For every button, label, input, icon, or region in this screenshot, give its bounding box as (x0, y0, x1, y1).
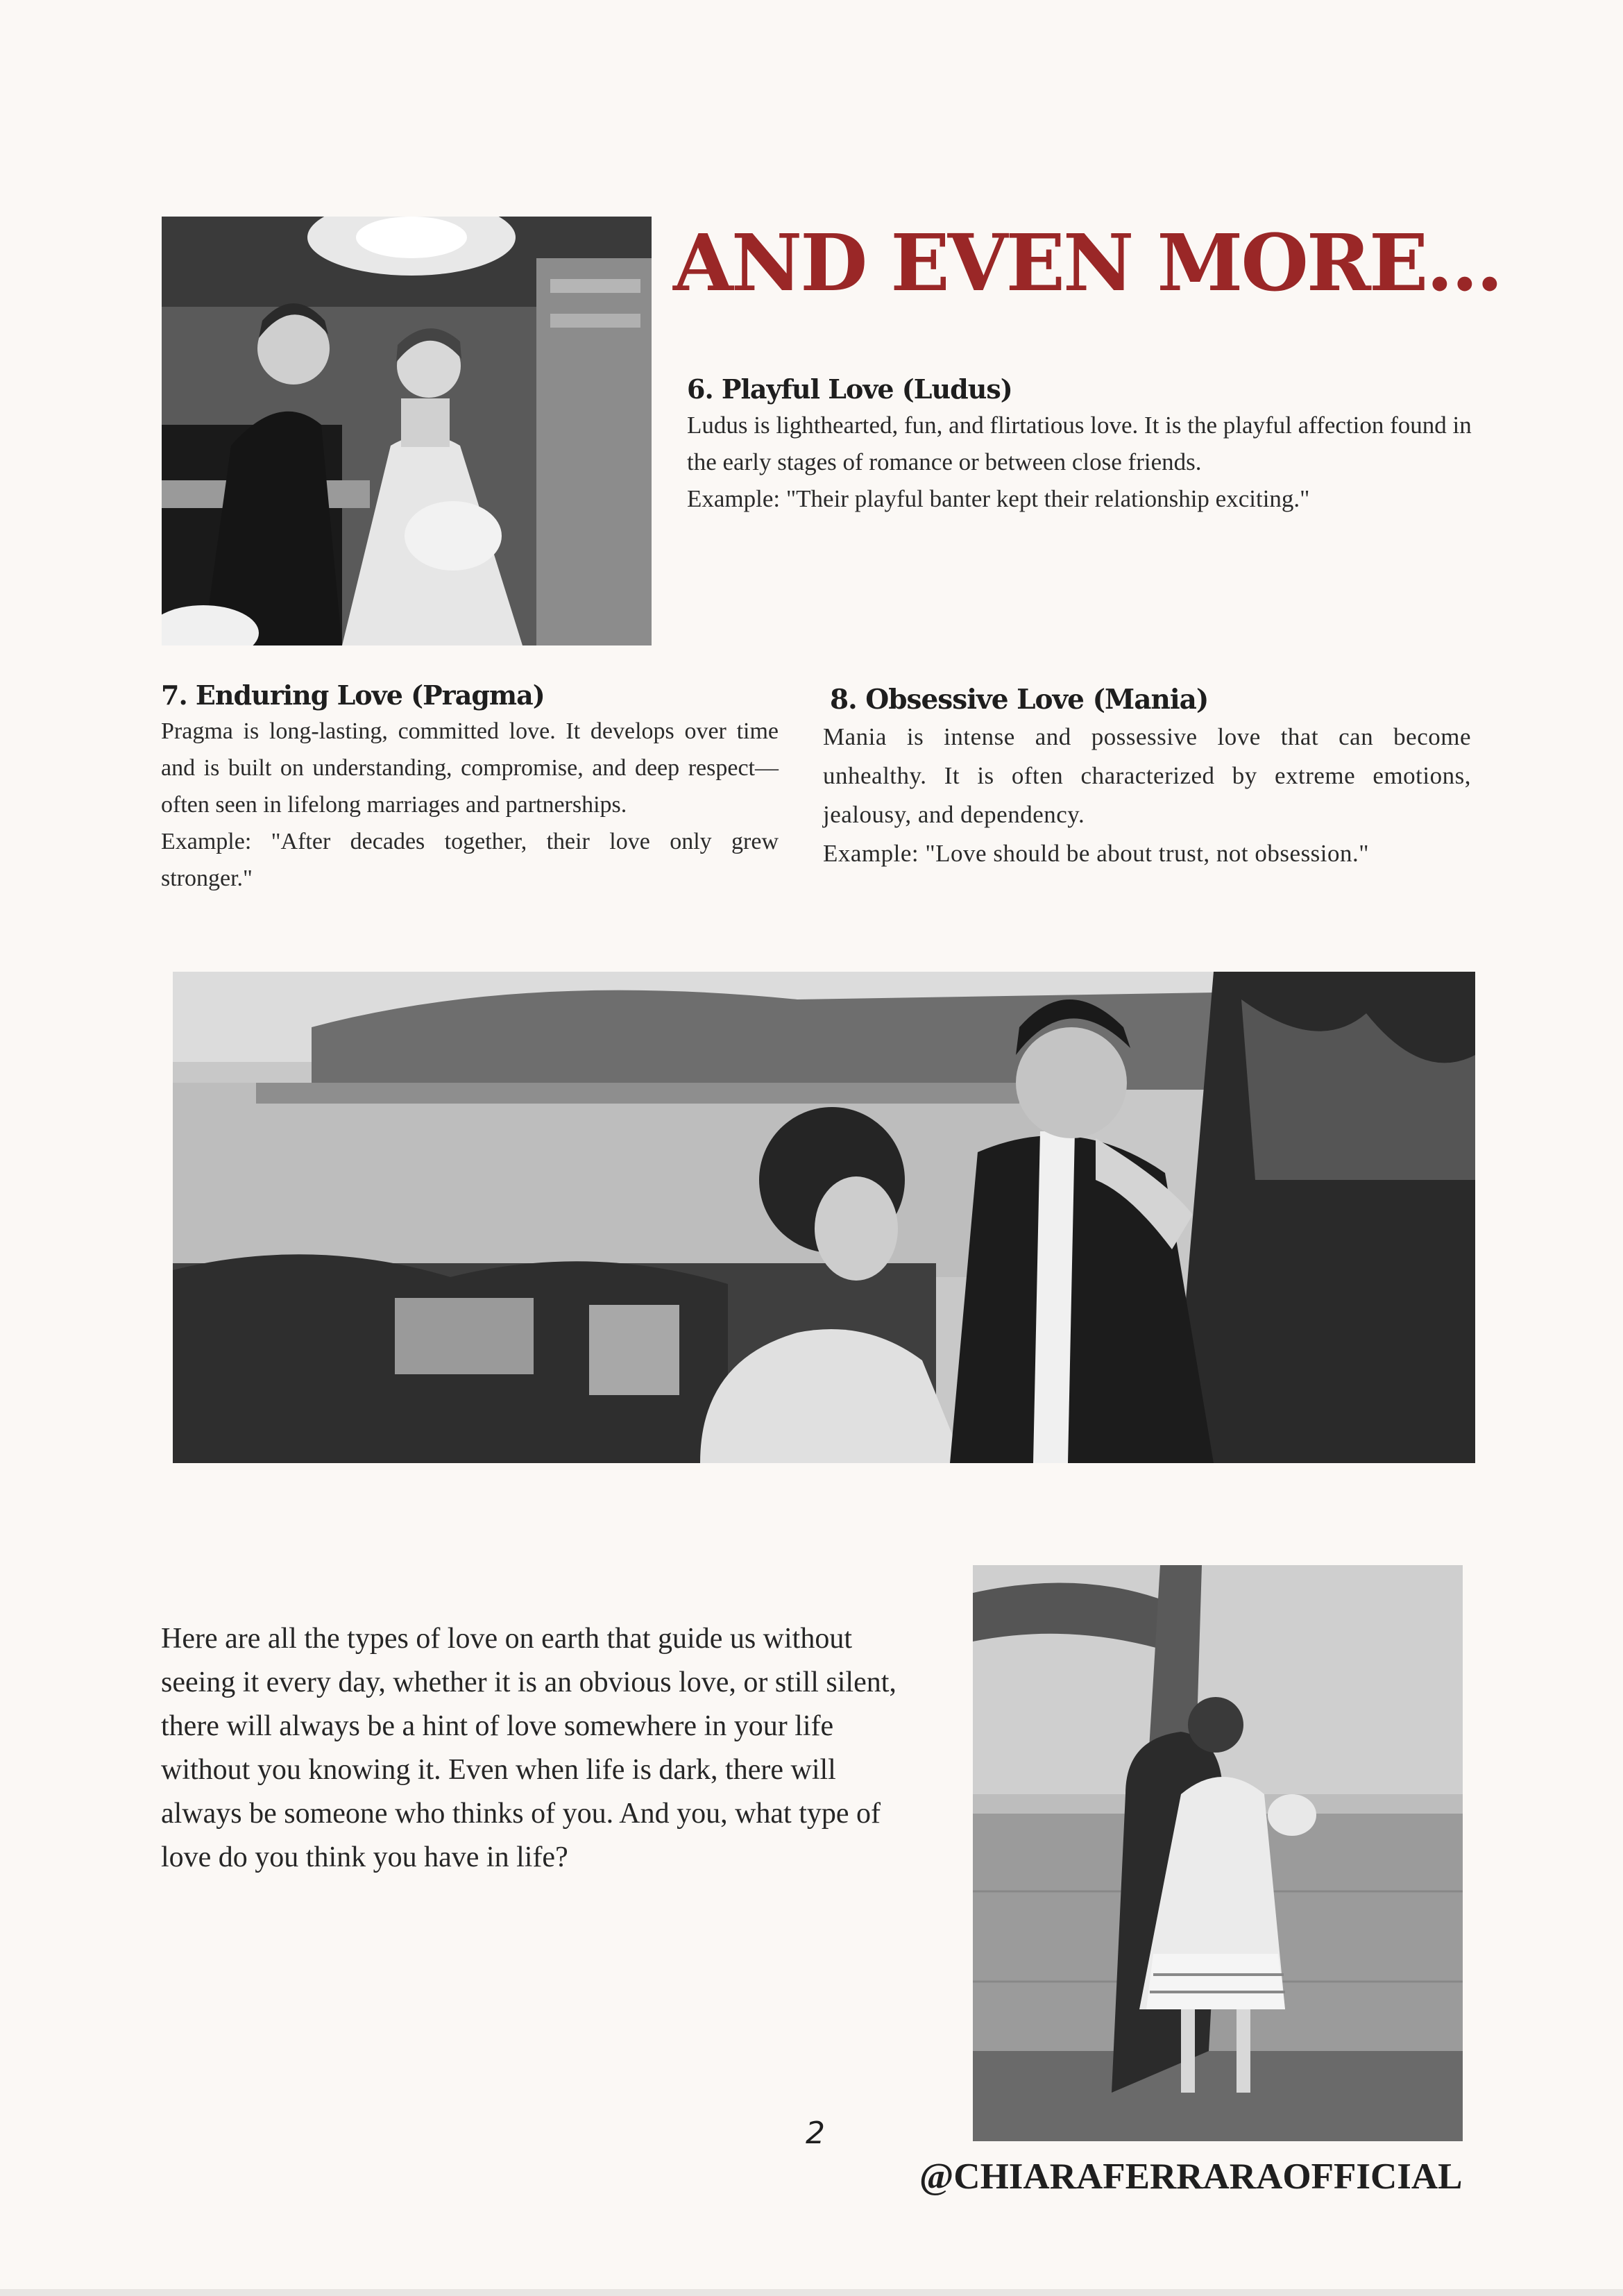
section-description: Mania is intense and possessive love that can become unhealthy. It is often characterized by extreme emotions, jealousy, and dependency. (823, 723, 1471, 828)
section-obsessive-love (823, 682, 1471, 873)
couple-photo-night (162, 217, 652, 645)
closing-paragraph: Here are all the types of love on earth that guide us without seeing it every day, whether it is an obvious love, or still silent, there will always be a hint of love somewhere in your life without you knowing it. Even when life is dark, there will always be someone who thinks of you. And you, what type of love do you think you have in life? (161, 1623, 897, 1873)
section-description: Ludus is lighthearted, fun, and flirtatious love. It is the playful affection found in the early stages of romance or between close friends. (687, 412, 1472, 475)
section-enduring-love (161, 678, 779, 897)
section-heading: 6. Playful Love (Ludus) (687, 373, 1012, 405)
section-example: Example: "Love should be about trust, not obsession." (823, 840, 1370, 867)
section-example: Example: "After decades together, their love only grew stronger." (161, 829, 779, 891)
social-handle: @CHIARAFERRARAOFFICIAL (919, 2156, 1463, 2197)
page-title: AND EVEN MORE... (673, 218, 1502, 309)
section-heading: 7. Enduring Love (Pragma) (161, 679, 545, 711)
section-example: Example: "Their playful banter kept their relationship exciting." (687, 485, 1310, 512)
section-heading: 8. Obsessive Love (Mania) (830, 684, 1209, 716)
section-description: Pragma is long-lasting, committed love. It develops over time and is built on understanding, compromise, and deep respect—often seen in lifelong marriages and partnerships. (161, 718, 779, 818)
page-number: 2 (806, 2116, 825, 2151)
couple-photo-harbor (173, 972, 1475, 1463)
section-playful-love (687, 372, 1499, 517)
bottom-divider (0, 2289, 1623, 2296)
couple-photo-embrace (973, 1565, 1463, 2141)
